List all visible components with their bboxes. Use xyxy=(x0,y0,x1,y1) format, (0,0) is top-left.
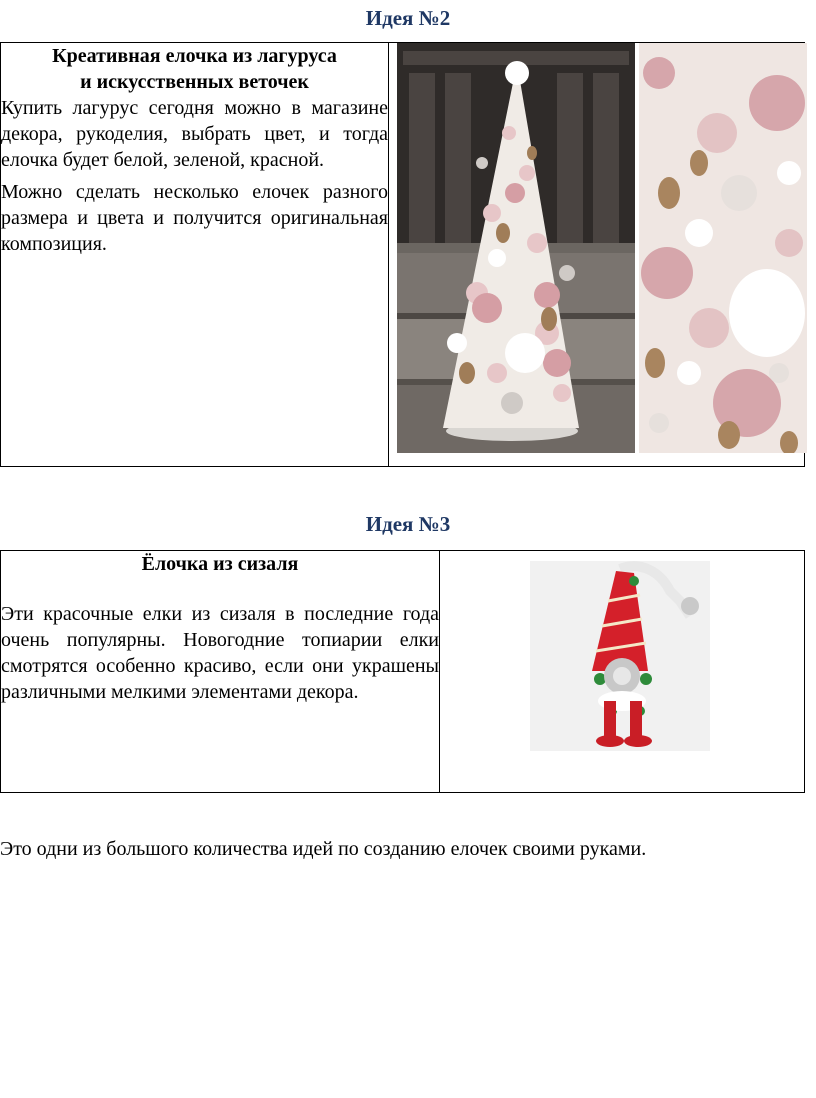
idea3-table xyxy=(0,550,805,793)
idea3-paragraph: Эти красочные елки из сизаля в последние года очень популярны. Новогодние топиарии елки смотрятся особенно красиво, если они украшены различными мелкими элементами декора. xyxy=(1,603,439,703)
idea2-title-line2: и искусственных веточек xyxy=(80,71,309,93)
idea2-table xyxy=(0,42,805,467)
idea2-paragraph2: Можно сделать несколько елочек разного размера и цвета и получится оригинальная композиция. xyxy=(1,181,388,255)
idea2-paragraph1: Купить лагурус сегодня можно в магазине декора, рукоделия, выбрать цвет, и тогда елочка будет белой, зеленой, красной. xyxy=(1,97,388,171)
idea2-title xyxy=(1,43,388,95)
idea2-heading: Идея №2 xyxy=(365,6,451,30)
idea3-heading: Идея №3 xyxy=(365,512,451,536)
sisal-gnome-tree-photo xyxy=(530,561,710,751)
idea3-title: Ёлочка из сизаля xyxy=(141,553,299,575)
idea2-text-cell xyxy=(1,43,389,467)
closing-text: Это одни из большого количества идей по созданию елочек своими руками. xyxy=(0,838,647,860)
idea3-text-cell xyxy=(1,551,440,793)
idea2-image-cell xyxy=(389,43,805,467)
idea3-image-cell xyxy=(440,551,805,793)
idea2-title-line1: Креативная елочка из лагуруса xyxy=(52,45,337,67)
lagurus-closeup-photo xyxy=(639,43,807,453)
lagurus-tree-photo xyxy=(397,43,635,453)
